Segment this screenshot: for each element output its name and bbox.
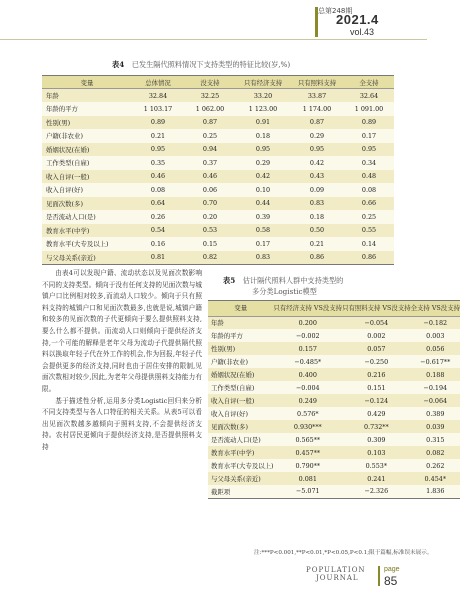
table4-cell: 0.39: [236, 210, 290, 224]
table4-cell: 0.16: [132, 237, 184, 251]
table4-cell: 32.64: [344, 89, 394, 103]
table5-header-row: [208, 301, 460, 317]
table4-cell: 0.89: [132, 116, 184, 130]
table5-row: [208, 368, 460, 381]
table4-cell: 1 174.00: [290, 102, 344, 116]
table4-header-row: [42, 76, 394, 89]
table4-cell: 1 062.00: [184, 102, 236, 116]
table4-cell: 0.10: [236, 183, 290, 197]
body-paragraph: 由表4可以发现户籍、流动状态以及见面次数影响不同的支持类型。倾向于没有任何支持的见面次数与城镇户口比例相对较多,而流动人口较少。倾向于只有照料支持的城镇户口和见面次数最多,也就是说,城镇户籍和较多的见面次数的子代更倾向于要么提供照料支持,要么什么都不提供。而流动人口则倾向于提供经济支持,一个可能的解释是老年父母为流动子代提供隔代照料以换取年轻子代在外工作的机会,作为回报,年轻子代会提供更多的经济支持,同时也由于居住安排的限制,见面次数相对较少,因此,为老年父母提供照料支持能力有限。: [42, 269, 202, 393]
table5-row: [208, 329, 460, 342]
table4-cell: 0.25: [344, 210, 394, 224]
table4-cell: 0.08: [344, 183, 394, 197]
table4-cell: 0.21: [132, 129, 184, 143]
table5-note: 注:***P<0.001,**P<0.01,*P<0.05,P<0.1;限于篇幅,标准误未展示。: [254, 550, 433, 556]
table5-row-label: 是否流动人口(是): [208, 433, 274, 446]
table4-cell: 0.86: [344, 251, 394, 265]
table4-cell: 0.25: [184, 129, 236, 143]
table4-col-header: 全支持: [344, 76, 394, 89]
table4-cell: 0.46: [132, 170, 184, 184]
table5-row-label: 教育水平(中学): [208, 446, 274, 459]
table4-cell: 0.54: [132, 224, 184, 238]
table5-cell: 0.454*: [411, 472, 460, 485]
volume: vol.43: [350, 27, 375, 37]
table5-title: 估计隔代照料人群中支持类型的: [242, 276, 344, 285]
table4-row: [42, 197, 394, 211]
table5-row-label: 与父母关系(亲近): [208, 472, 274, 485]
table5-row: [208, 407, 460, 420]
table4-row: [42, 237, 394, 251]
table4-cell: 1 091.00: [344, 102, 394, 116]
table5-cell: 0.457**: [274, 446, 343, 459]
table5-cell: −0.002: [274, 329, 343, 342]
table5-cell: −0.194: [411, 381, 460, 394]
table4-cell: 0.44: [236, 197, 290, 211]
table5-title2: 多分类Logistic模型: [252, 287, 317, 296]
page-label: page: [384, 566, 400, 573]
table4-row: [42, 143, 394, 157]
page-number: 85: [384, 574, 398, 588]
table4-row-label: 工作类型(自雇): [42, 156, 132, 170]
table4-cell: 0.17: [344, 129, 394, 143]
table4-row: [42, 210, 394, 224]
table5-col-header: 变量: [208, 301, 274, 317]
table4-row: [42, 224, 394, 238]
table5-cell: 0.389: [411, 407, 460, 420]
table4-cell: 0.34: [344, 156, 394, 170]
table4-cell: 0.83: [236, 251, 290, 265]
table4-cell: 0.26: [132, 210, 184, 224]
table5-cell: 0.200: [274, 316, 343, 329]
table4-cell: 0.82: [184, 251, 236, 265]
table5-row: [208, 433, 460, 446]
table4-cell: 0.37: [184, 156, 236, 170]
table4-cell: 0.70: [184, 197, 236, 211]
table5-row-label: 年龄: [208, 316, 274, 329]
table5-row: [208, 394, 460, 407]
table4-cell: 0.91: [236, 116, 290, 130]
table5-cell: −0.004: [274, 381, 343, 394]
table4-label: 表4: [112, 60, 125, 69]
table4-cell: 0.95: [290, 143, 344, 157]
table4-col-header: 总体情况: [132, 76, 184, 89]
table4-col-header: 只有经济支持: [236, 76, 290, 89]
table4-col-header: 只有照料支持: [290, 76, 344, 89]
table4-cell: 0.18: [236, 129, 290, 143]
table5-row: [208, 485, 460, 498]
table5-row-label: 工作类型(自雇): [208, 381, 274, 394]
table4-col-header: 没支持: [184, 76, 236, 89]
table5-cell: 0.429: [342, 407, 411, 420]
table4-cell: 0.81: [132, 251, 184, 265]
table4-cell: 0.94: [184, 143, 236, 157]
table4-row-label: 教育水平(大专及以上): [42, 237, 132, 251]
table5-cell: −0.064: [411, 394, 460, 407]
table4-row-label: 与父母关系(亲近): [42, 251, 132, 265]
table4-cell: 0.83: [290, 197, 344, 211]
table5-col-header: 全支持 VS没支持: [411, 301, 460, 317]
table4-cell: 0.89: [344, 116, 394, 130]
table5-cell: 0.188: [411, 368, 460, 381]
table4-row-label: 教育水平(中学): [42, 224, 132, 238]
table5-row: [208, 381, 460, 394]
table5-cell: 0.400: [274, 368, 343, 381]
table4-cell: 0.08: [132, 183, 184, 197]
table4-cell: 33.87: [290, 89, 344, 103]
table5-cell: 0.553*: [342, 459, 411, 472]
table4-cell: 0.46: [184, 170, 236, 184]
table5-cell: 0.039: [411, 420, 460, 433]
table5-row: [208, 459, 460, 472]
table5-label: 表5: [223, 276, 236, 285]
table5-cell: 0.241: [342, 472, 411, 485]
table5: [208, 300, 460, 499]
table4-row: [42, 116, 394, 130]
table4-cell: 0.18: [290, 210, 344, 224]
table4-body: [42, 89, 394, 265]
table4-cell: 0.29: [290, 129, 344, 143]
table4-cell: 0.95: [236, 143, 290, 157]
table5-cell: 0.003: [411, 329, 460, 342]
table5-cell: 0.262: [411, 459, 460, 472]
article-body: [42, 268, 202, 454]
table5-row: [208, 316, 460, 329]
table5-cell: 0.002: [342, 329, 411, 342]
table4-cell: 0.29: [236, 156, 290, 170]
journal-name-line2: JOURNAL: [316, 574, 359, 582]
table5-row-label: 年龄的平方: [208, 329, 274, 342]
table4-row-label: 收入自评(好): [42, 183, 132, 197]
table4-cell: 0.06: [184, 183, 236, 197]
table4-row-label: 性别(男): [42, 116, 132, 130]
footer-accent-bar: [378, 566, 380, 586]
table4-col-header: 变量: [42, 76, 132, 89]
table4-row-label: 见面次数(多): [42, 197, 132, 211]
header-divider: [0, 39, 427, 40]
table5-cell: −0.182: [411, 316, 460, 329]
table5-cell: 0.082: [411, 446, 460, 459]
table5-cell: 0.249: [274, 394, 343, 407]
table4-cell: 32.84: [132, 89, 184, 103]
table5-cell: −2.326: [342, 485, 411, 498]
table5-cell: 0.216: [342, 368, 411, 381]
table4-cell: 0.53: [184, 224, 236, 238]
table5-col-header: 只有经济支持 VS没支持: [274, 301, 343, 317]
table5-row: [208, 446, 460, 459]
table4-cell: 0.48: [344, 170, 394, 184]
table4-row: [42, 183, 394, 197]
table4-cell: 0.35: [132, 156, 184, 170]
table5-caption: [223, 276, 343, 286]
table4-row-label: 婚姻状况(在婚): [42, 143, 132, 157]
table5-cell: 0.576*: [274, 407, 343, 420]
table5-cell: −0.485*: [274, 355, 343, 368]
table4-cell: 0.86: [290, 251, 344, 265]
table4-cell: 0.64: [132, 197, 184, 211]
table4-cell: 0.42: [290, 156, 344, 170]
table4-row-label: 收入自评(一般): [42, 170, 132, 184]
table4-row: [42, 251, 394, 265]
table5-row-label: 截距项: [208, 485, 274, 498]
table5-cell: −5.071: [274, 485, 343, 498]
table5-cell: 0.315: [411, 433, 460, 446]
table4-cell: 1 123.00: [236, 102, 290, 116]
table5-row: [208, 420, 460, 433]
table5-row-label: 户籍(非农业): [208, 355, 274, 368]
table4-cell: 0.21: [290, 237, 344, 251]
table5-caption-line2: [252, 287, 317, 297]
table4-cell: 0.20: [184, 210, 236, 224]
table5-row: [208, 342, 460, 355]
table4-row-label: 年龄的平方: [42, 102, 132, 116]
table5-cell: 1.836: [411, 485, 460, 498]
table4-row: [42, 129, 394, 143]
journal-name: [306, 566, 366, 582]
table5-cell: 0.790**: [274, 459, 343, 472]
table4-caption: [112, 60, 290, 70]
table5-cell: 0.732**: [342, 420, 411, 433]
table4-cell: 0.95: [132, 143, 184, 157]
table4-cell: 0.15: [184, 237, 236, 251]
table4: [42, 75, 394, 265]
table5-col-header: 只有照料支持 VS没支持: [342, 301, 411, 317]
table4-row-label: 年龄: [42, 89, 132, 103]
table5-body: [208, 316, 460, 498]
table4-cell: 1 103.17: [132, 102, 184, 116]
table4-cell: 0.43: [290, 170, 344, 184]
table4-row: [42, 102, 394, 116]
table4-cell: 0.50: [290, 224, 344, 238]
table4-cell: 0.58: [236, 224, 290, 238]
table5-row-label: 收入自评(一般): [208, 394, 274, 407]
table4-cell: 0.42: [236, 170, 290, 184]
table5-row: [208, 472, 460, 485]
table4-row-label: 是否流动人口(是): [42, 210, 132, 224]
table5-row-label: 教育水平(大专及以上): [208, 459, 274, 472]
table5-cell: 0.056: [411, 342, 460, 355]
table4-cell: 0.87: [290, 116, 344, 130]
table4-row: [42, 156, 394, 170]
table5-cell: 0.157: [274, 342, 343, 355]
table4-cell: 0.17: [236, 237, 290, 251]
table4-cell: 0.87: [184, 116, 236, 130]
table5-cell: 0.057: [342, 342, 411, 355]
table4-cell: 33.20: [236, 89, 290, 103]
table4-cell: 0.55: [344, 224, 394, 238]
table4-title: 已发生隔代照料情况下支持类型的特征比较(岁,%): [131, 60, 291, 69]
table5-cell: 0.081: [274, 472, 343, 485]
table5-cell: −0.250: [342, 355, 411, 368]
table4-row: [42, 89, 394, 103]
table4-cell: 0.09: [290, 183, 344, 197]
table5-row: [208, 355, 460, 368]
table5-row-label: 性别(男): [208, 342, 274, 355]
table5-cell: 0.309: [342, 433, 411, 446]
table4-row-label: 户籍(非农业): [42, 129, 132, 143]
body-paragraph: 基于描述性分析,运用多分类Logistic回归来分析不同支持类型与各人口特征的相关关系。从表5可以看出见面次数越多越倾向于照料支持,不会提供经济支持。农村居民更倾向于提供经济支持,是否提供照料支持: [42, 396, 202, 451]
table5-cell: −0.054: [342, 316, 411, 329]
table5-cell: −0.124: [342, 394, 411, 407]
table5-cell: −0.617**: [411, 355, 460, 368]
table5-row-label: 收入自评(好): [208, 407, 274, 420]
table4-cell: 0.66: [344, 197, 394, 211]
table4-cell: 0.14: [344, 237, 394, 251]
table5-cell: 0.103: [342, 446, 411, 459]
table5-row-label: 婚姻状况(在婚): [208, 368, 274, 381]
table5-cell: 0.565**: [274, 433, 343, 446]
table4-cell: 32.25: [184, 89, 236, 103]
table5-row-label: 见面次数(多): [208, 420, 274, 433]
table4-row: [42, 170, 394, 184]
table5-cell: 0.930***: [274, 420, 343, 433]
table4-cell: 0.95: [344, 143, 394, 157]
issue-year: 2021.4: [336, 12, 379, 27]
issue-number: 总第248期: [318, 7, 353, 15]
table5-cell: 0.151: [342, 381, 411, 394]
journal-name-line1: POPULATION: [306, 566, 366, 574]
